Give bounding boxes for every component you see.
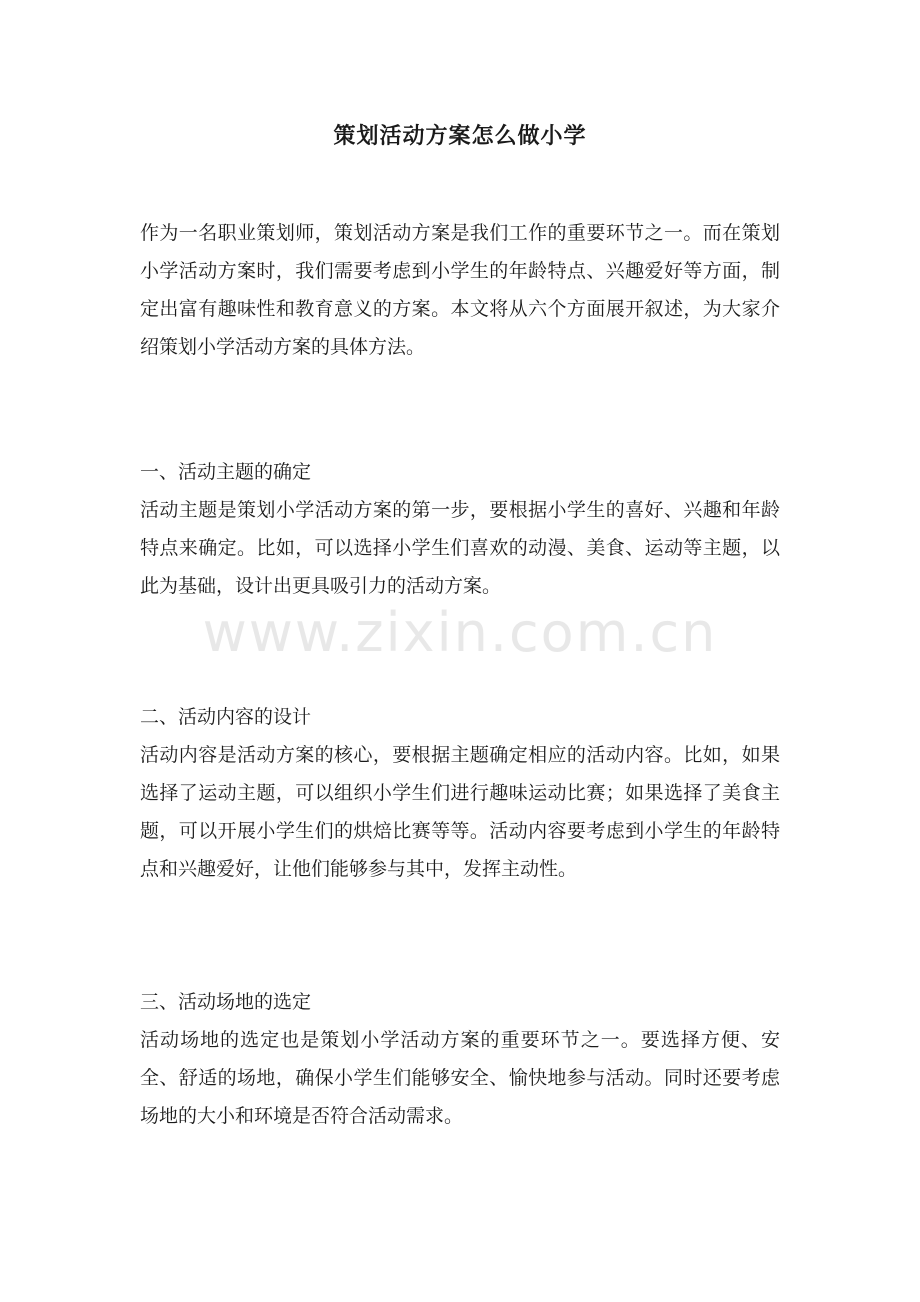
section-paragraph: 活动内容是活动方案的核心，要根据主题确定相应的活动内容。比如，如果选择了运动主题，可以组织小学生们进行趣味运动比赛；如果选择了美食主题，可以开展小学生们的烘焙比赛等等。活动内容要考虑到小学生的年龄特点和兴趣爱好，让他们能够参与其中，发挥主动性。 xyxy=(140,744,780,880)
section-heading: 一、活动主题的确定 xyxy=(140,461,312,483)
section-theme xyxy=(140,453,780,605)
section-heading: 三、活动场地的选定 xyxy=(140,991,312,1013)
section-venue xyxy=(140,983,780,1135)
section-content-design xyxy=(140,698,780,888)
intro-paragraph: 作为一名职业策划师，策划活动方案是我们工作的重要环节之一。而在策划小学活动方案时，我们需要考虑到小学生的年龄特点、兴趣爱好等方面，制定出富有趣味性和教育意义的方案。本文将从六个方面展开叙述，为大家介绍策划小学活动方案的具体方法。 xyxy=(140,222,780,358)
watermark: www.zixin.com.cn xyxy=(202,601,718,664)
intro-block xyxy=(140,214,780,366)
document-title: 策划活动方案怎么做小学 xyxy=(333,123,587,149)
section-paragraph: 活动主题是策划小学活动方案的第一步，要根据小学生的喜好、兴趣和年龄特点来确定。比如，可以选择小学生们喜欢的动漫、美食、运动等主题，以此为基础，设计出更具吸引力的活动方案。 xyxy=(140,499,780,597)
section-heading: 二、活动内容的设计 xyxy=(140,706,312,728)
section-paragraph: 活动场地的选定也是策划小学活动方案的重要环节之一。要选择方便、安全、舒适的场地，确保小学生们能够安全、愉快地参与活动。同时还要考虑场地的大小和环境是否符合活动需求。 xyxy=(140,1029,780,1127)
